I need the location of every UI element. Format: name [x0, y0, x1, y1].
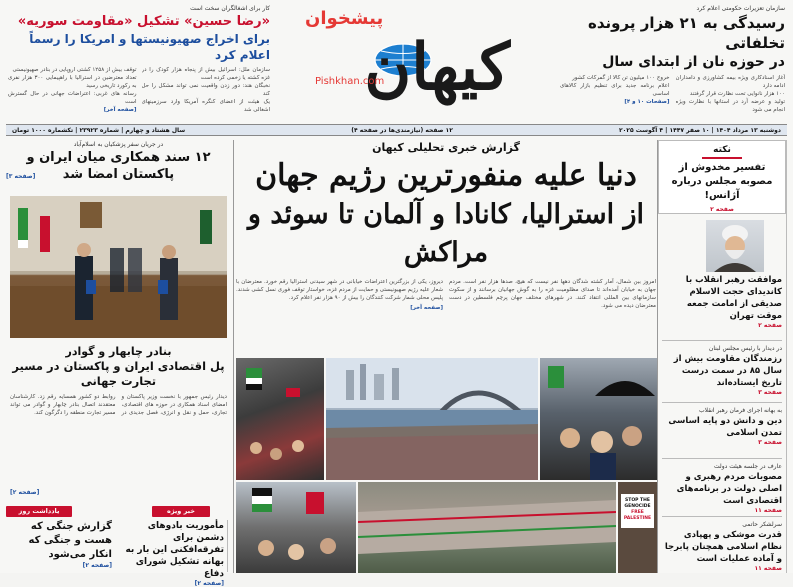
- main-kicker: گزارش خبری تحلیلی کیهان: [372, 141, 520, 154]
- photo-protest-umbrellas: [540, 358, 657, 480]
- protest-sign-text-2: FREE PALESTINE: [623, 510, 652, 521]
- cleric-ref: صفحه ۲: [758, 322, 782, 329]
- photo-aerial-march: [358, 482, 616, 573]
- item4-title: دین و دانش دو پایه اساسی تمدن اسلامی: [668, 416, 782, 438]
- cleric-title: موافقت رهبر انقلاب با کاندیدای حجت الاسلام صدیقی از امامت جمعه موقت تهران: [685, 275, 782, 321]
- watermark-text: پیشخوان: [305, 8, 384, 29]
- top-right-bullet: اعلام برنامه جدید برای تنظیم بازار کالاهای اساسی: [560, 83, 670, 97]
- top-right-headline-2: در حوزه نان از ابتدای سال: [602, 54, 785, 70]
- item3-kicker: در دیدار با رئیس مجلس لبنان: [708, 345, 782, 352]
- watermark-url: Pishkhan.com: [315, 76, 385, 87]
- left-story-body: دیدار رئیس جمهور با نخست وزیر پاکستان و امضای اسناد همکاری در حوزه های اقتصادی، تجاری، حمل و نقل و انرژی، فصل جدیدی در روابط دو کشور همسایه رقم زد. کارشناسان معتقدند اتصال بنادر چابهار و گوادر می تواند مسیر تجارت منطقه را دگرگون کند.: [10, 394, 227, 416]
- main-headline-1: دنیا علیه منفورترین رژیم جهان: [255, 158, 637, 193]
- cleric-photo: [706, 220, 764, 272]
- top-right-kicker: سازمان تعزیرات حکومتی اعلام کرد: [696, 5, 785, 12]
- left-story-ref: [صفحه ۲]: [10, 489, 40, 496]
- column-divider: [657, 140, 658, 573]
- right-sidebar: [659, 140, 787, 573]
- bottom-col-2: [118, 520, 228, 587]
- item5-ref: صفحه ۱۱: [754, 507, 782, 514]
- side-item-6: [662, 516, 782, 572]
- photo-protest-crowd-2: [236, 482, 356, 573]
- nokte-title: تفسیر مخدوش از مصوبه مجلس درباره آژانس!: [671, 162, 773, 201]
- dateline-date: دوشنبه ۱۳ مرداد ۱۴۰۴ | ۱۰ صفر ۱۴۴۷ | ۴ آگوست ۲۰۲۵: [618, 126, 781, 134]
- cleric-story: [662, 274, 782, 329]
- tag-yaddasht: یادداشت روز: [6, 506, 72, 517]
- main-story: [236, 140, 656, 355]
- photo-protest-signs: [618, 482, 657, 573]
- photo-diplomatic-signing: [10, 196, 227, 338]
- top-right-bullet: ۱۰۰ هزار نانوایی تحت نظارت قرار گرفتند: [689, 91, 785, 97]
- dateline-pages: ۱۲ صفحه (نیازمندی‌ها در صفحه ۴): [351, 126, 453, 134]
- item6-kicker: سرلشکر حاتمی: [742, 521, 782, 528]
- top-left-bullet: سازمان ملل: اسرائیل بیش از پنجاه هزار کودک را در غزه کشته یا زخمی کرده است: [141, 67, 270, 81]
- top-right-bullet: خروج ۱۰۰ میلیون تن کالا از گمرکات کشور: [572, 75, 670, 81]
- top-left-kicker: کار برای اشغالگران سخت است: [190, 5, 270, 12]
- side-item-4: [662, 402, 782, 446]
- tag-khabar-vijeh: خبر ویژه: [152, 506, 210, 517]
- top-left-story: [8, 4, 270, 122]
- protest-sign: [621, 494, 654, 528]
- bottom-col-1: [6, 520, 112, 572]
- col2-title: مأموریت بادوهای دشمن برای تفرقه‌افکنی این بار به بهانه تشکیل شورای دفاع: [125, 521, 224, 579]
- column-divider: [233, 140, 234, 573]
- left-kicker: در جریان سفر پزشکیان به اسلام‌آباد: [73, 141, 164, 148]
- main-body-left: دیروز، یکی از بزرگترین اعتراضات خیابانی در شهر سیدنی استرالیا رقم خورد. معترضان با شعار علیه رژیم صهیونیستی و حمایت از مردم غزه، خواستار توقف فوری نسل کشی شدند. پلیس محلی شمار شرکت کنندگان را بیش از ۹۰ هزار نفر اعلام کرد.: [236, 279, 443, 301]
- col1-ref: [صفحه ۲]: [82, 562, 112, 569]
- top-left-page-ref: [صفحه آخر]: [103, 107, 137, 113]
- item4-kicker: به بهانه اجرای فرمان رهبر انقلاب: [698, 407, 782, 414]
- top-left-bullet: توقف بیش از ۱۲۵۸ کشتی اروپایی در بنادر صهیونیستی: [12, 67, 137, 73]
- photo-protest-crowd-1: [236, 358, 324, 480]
- top-right-page-ref: [صفحات ۱۰ و ۴]: [624, 99, 670, 105]
- item5-title: مصوبات مردم رهبری و اصلی دولت در برنامه‌های اقتصادی است: [676, 472, 782, 506]
- side-item-5: [662, 458, 782, 514]
- top-left-bullet: نخبگان هند: دور زدن واقعیت نمی تواند مشکل را حل کند: [141, 83, 270, 97]
- protest-sign-text-1: STOP THE GENOCIDE: [624, 498, 651, 509]
- masthead-logo: [285, 6, 520, 114]
- top-right-story: [560, 4, 785, 122]
- item6-ref: صفحه ۱۱: [754, 565, 782, 572]
- item4-ref: صفحه ۳: [758, 439, 782, 446]
- top-left-bullet: رسانه های غربی: اعتراضات جهانی در حال گسترش است: [8, 91, 137, 105]
- top-right-headline-1: رسیدگی به ۲۱ هزار پرونده تخلفاتی: [588, 14, 785, 52]
- top-right-bullet: تولید و عرضه آرد در استانها با نظارت ویژه انجام می شود: [675, 99, 785, 113]
- col2-ref: [صفحه ۲]: [194, 580, 224, 587]
- side-item-3: [662, 340, 782, 396]
- nokte-box: [658, 140, 786, 214]
- top-left-bullet: یک هیئت از اعضای کنگره آمریکا وارد سرزمینهای اشغالی شد: [141, 99, 270, 113]
- left-story-title-1: بنادر چابهار و گوادر: [65, 345, 172, 358]
- photo-sydney-bridge: [326, 358, 538, 480]
- top-left-bullet: تعداد معترضین در استرالیا با راهپیمایی ۳۰۰ هزار نفری به رکورد تاریخی رسید: [8, 75, 137, 89]
- top-left-headline-1: «رضا حسین» تشکیل «مقاومت سوریه»: [17, 14, 270, 29]
- nokte-label: نکته: [702, 144, 742, 159]
- main-body-right: امروز بین شمال، آمار کشته شدگان دهها نفر نیست که هیچ، صدها هزار نفر است. مردم جهان به خیابان آمده‌اند تا صدای مظلومیت غزه را به گوش جهانیان برسانند و از سکوت سازمانهای بین المللی انتقاد کنند. در شهرهای مختلف جهان پرچم فلسطین در دست معترضان دیده می شود.: [449, 279, 656, 309]
- nokte-ref: صفحه ۲: [710, 206, 734, 213]
- item6-title: قدرت موشکی و پهپادی نظام اسلامی همچنان پابرجا و آماده عملیات است: [664, 530, 782, 564]
- left-story: [10, 344, 227, 494]
- dateline-bar: [6, 124, 787, 136]
- item3-title: رزمندگان مقاومت بیش از سال ۸۵ در سمت درست تاریخ ایستاده‌اند: [673, 354, 782, 388]
- main-page-ref: [صفحه آخر]: [410, 305, 443, 311]
- left-headline: ۱۲ سند همکاری میان ایران و پاکستان امضا شد: [26, 150, 211, 182]
- dateline-issue: سال هشتاد و چهارم | شماره ۲۳۹۲۳ | تکشماره ۱۰۰۰ تومان: [12, 126, 186, 134]
- left-story-title-2: پل اقتصادی ایران و پاکستان در مسیر تجارت جهانی: [12, 359, 225, 388]
- left-page-ref: [صفحه ۳]: [6, 173, 36, 180]
- top-left-headline-2: برای اخراج صهیونیستها و امریکا را رسماً اعلام کرد: [29, 32, 270, 62]
- item5-kicker: عارف در جلسه هیئت دولت: [714, 463, 782, 470]
- item3-ref: صفحه ۳: [758, 389, 782, 396]
- logo-wordmark: کیهان: [364, 30, 510, 105]
- main-headline-2: از استرالیا، کانادا و آلمان تا سوئد و مراکش: [247, 199, 645, 268]
- top-right-bullet: آغاز اسنادکاری ویژه بیمه کشاورزی و دامداران ادامه دارد: [675, 75, 785, 89]
- left-column: [6, 140, 231, 587]
- col1-title: گزارش جنگی که هست و جنگی که انکار می‌شود: [28, 521, 112, 560]
